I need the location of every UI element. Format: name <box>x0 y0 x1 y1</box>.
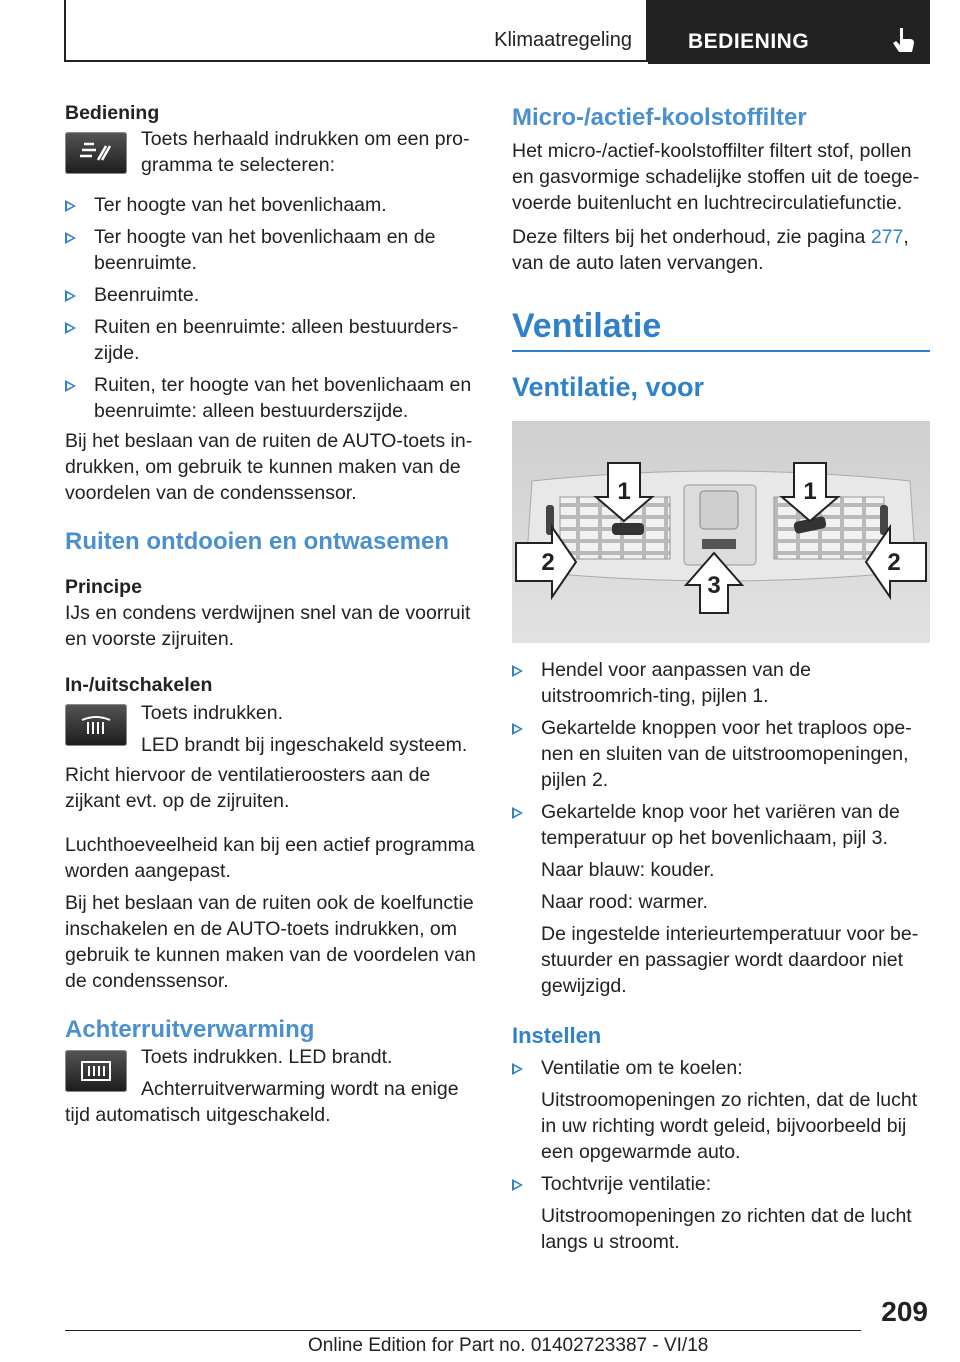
list-item: Tochtvrije ventilatie: Uitstroomopeningen zo richten dat de lucht langs u stroomt. <box>512 1171 930 1255</box>
direct-text: Richt hiervoor de ventilatieroosters aan de zijkant evt. op de zijruiten. <box>65 764 431 812</box>
left-column <box>65 100 479 1128</box>
bediening-text: Toets herhaald indrukken om een pro-gramma te selecteren: <box>141 128 470 176</box>
list-item: Ventilatie om te koelen: Uitstroomopeningen zo richten, dat de lucht in uw richting wordt geleid, bijvoorbeeld bij een opgewarmde auto. <box>512 1055 930 1165</box>
section-tab <box>648 0 930 64</box>
principe-title: Principe <box>65 576 142 598</box>
footer-divider <box>65 1330 861 1331</box>
ventilation-heading-wrap <box>512 306 930 352</box>
list-item: Ruiten, ter hoogte van het bovenlichaam en beenruimte: alleen bestuurderszijde. <box>65 372 479 424</box>
page-header <box>64 0 930 64</box>
auto-note: Bij het beslaan van de ruiten de AUTO-toets in-drukken, om gebruik te kunnen maken van de voordelen van de condenssensor. <box>65 430 473 504</box>
rear-defrost-button-icon <box>65 1050 127 1092</box>
right-column <box>512 100 930 1261</box>
list-item: Ruiten en beenruimte: alleen bestuurders-zijde. <box>65 314 479 366</box>
hand-pointer-icon <box>890 26 916 54</box>
triangle-bullet-icon <box>512 807 523 819</box>
front-defrost-button-icon <box>65 704 127 746</box>
rear-text2-line1: Achterruitverwarming wordt na enige <box>141 1078 459 1100</box>
chapter-title: Klimaatregeling <box>494 29 632 51</box>
airflow-program-button-icon <box>65 132 127 174</box>
front-ventilation-heading: Ventilatie, voor <box>512 372 705 402</box>
triangle-bullet-icon <box>65 290 76 302</box>
program-list <box>65 192 479 424</box>
triangle-bullet-icon <box>512 665 523 677</box>
defrost-button-row <box>65 704 479 758</box>
list-item: Ter hoogte van het bovenlichaam. <box>65 192 479 218</box>
switch-text1: Toets indrukken. <box>141 702 283 724</box>
section-title: BEDIENING <box>688 30 810 53</box>
airflow-text: Luchthoeveelheid kan bij een actief programma worden aangepast. <box>65 834 475 882</box>
arrow-label: 2 <box>887 549 901 576</box>
bediening-title: Bediening <box>65 102 160 124</box>
red-text: Naar rood: warmer. <box>541 891 708 913</box>
triangle-bullet-icon <box>512 1179 523 1191</box>
defrost-heading: Ruiten ontdooien en ontwasemen <box>65 528 450 555</box>
principe-text: IJs en condens verdwijnen snel van de voorruit en voorste zijruiten. <box>65 602 471 650</box>
service-text: Deze filters bij het onderhoud, zie pagina 277, van de auto laten vervangen. <box>512 226 909 274</box>
ventilation-heading: Ventilatie <box>512 307 662 345</box>
switch-text2: LED brandt bij ingeschakeld systeem. <box>141 734 468 756</box>
list-item: Hendel voor aanpassen van de uitstroomrich-ting, pijlen 1. <box>512 657 930 709</box>
list-item: Gekartelde knoppen voor het traploos ope-nen en sluiten van de uitstroomopeningen, pijlen 2. <box>512 715 930 793</box>
list-item: Ter hoogte van het bovenlichaam en de beenruimte. <box>65 224 479 276</box>
temp-note: De ingestelde interieurtemperatuur voor be-stuurder en passagier wordt daardoor niet gewijzigd. <box>541 923 919 997</box>
switch-title: In-/uitschakelen <box>65 674 213 696</box>
arrow-label: 3 <box>707 572 721 599</box>
rear-text2: tijd automatisch uitgeschakeld. <box>65 1104 331 1126</box>
chapter-tab <box>64 0 648 62</box>
instellen-heading: Instellen <box>512 1023 602 1048</box>
inst1-text: Uitstroomopeningen zo richten, dat de lucht in uw richting wordt geleid, bijvoorbeeld bij een opgewarmde auto. <box>541 1089 918 1163</box>
triangle-bullet-icon <box>65 232 76 244</box>
blue-text: Naar blauw: kouder. <box>541 859 715 881</box>
rear-text1: Toets indrukken. LED brandt. <box>141 1046 393 1068</box>
page-number: 209 <box>881 1296 928 1327</box>
air-vent-illustration <box>512 421 930 643</box>
filter-heading: Micro-/actief-koolstoffilter <box>512 104 807 131</box>
rear-heading: Achterruitverwarming <box>65 1016 315 1043</box>
arrow-label: 2 <box>541 549 555 576</box>
triangle-bullet-icon <box>512 723 523 735</box>
instellen-list <box>512 1055 930 1255</box>
list-item: Beenruimte. <box>65 282 479 308</box>
cooling-text: Bij het beslaan van de ruiten ook de koelfunctie inschakelen en de AUTO-toets indrukken, om gebruik te kunnen maken van de voordelen van de condenssensor. <box>65 892 476 992</box>
vent-list <box>512 657 930 999</box>
program-button-row <box>65 128 479 178</box>
triangle-bullet-icon <box>65 380 76 392</box>
filter-text: Het micro-/actief-koolstoffilter filtert stof, pollen en gasvormige schadelijke stoffen uit de toege-voerde buitenlucht en luchtrecirculatiefunctie. <box>512 140 920 214</box>
vent-figure <box>512 421 930 643</box>
page-reference-link[interactable]: 277 <box>870 226 904 248</box>
triangle-bullet-icon <box>512 1063 523 1075</box>
triangle-bullet-icon <box>65 322 76 334</box>
triangle-bullet-icon <box>65 200 76 212</box>
arrow-label: 1 <box>617 478 631 505</box>
arrow-label: 1 <box>803 478 817 505</box>
inst2-text: Uitstroomopeningen zo richten dat de lucht langs u stroomt. <box>541 1205 912 1253</box>
rear-button-row <box>65 1046 479 1102</box>
edition-footer: Online Edition for Part no. 01402723387 - VI/18 <box>308 1335 709 1356</box>
list-item: Gekartelde knop voor het variëren van de temperatuur op het bovenlichaam, pijl 3. Naar blauw: kouder. Naar rood: warmer. De ingestelde interieurtemperatuur voor be-stuurder en passagier wordt daardoor niet gewijzigd. <box>512 799 930 999</box>
